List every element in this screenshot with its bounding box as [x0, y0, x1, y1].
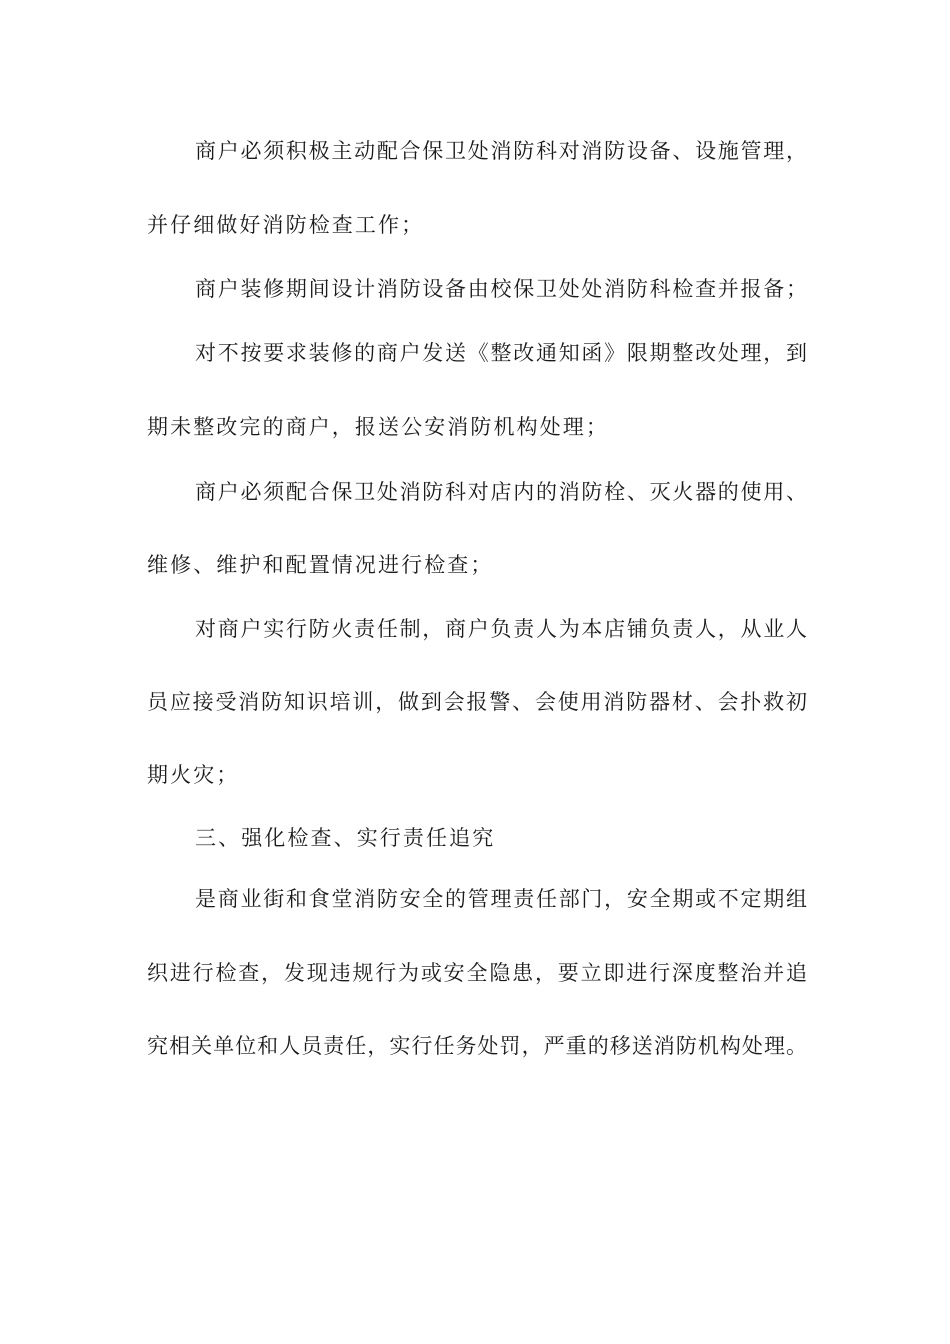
paragraph-line: 员应接受消防知识培训，做到会报警、会使用消防器材、会扑救初	[147, 690, 807, 714]
paragraph-line: 对商户实行防火责任制，商户负责人为本店铺负责人，从业人	[195, 617, 807, 641]
paragraph-line: 商户装修期间设计消防设备由校保卫处处消防科检查并报备；	[195, 277, 807, 301]
paragraph-line: 对不按要求装修的商户发送《整改通知函》限期整改处理，到	[195, 341, 807, 365]
paragraph-line: 并仔细做好消防检查工作；	[147, 213, 425, 237]
paragraph-line: 维修、维护和配置情况进行检查；	[147, 553, 494, 577]
paragraph-line: 期火灾；	[147, 763, 240, 787]
section-heading: 三、强化检查、实行责任追究	[195, 826, 496, 850]
paragraph-line: 是商业街和食堂消防安全的管理责任部门，安全期或不定期组	[195, 887, 807, 911]
paragraph-line: 究相关单位和人员责任，实行任务处罚，严重的移送消防机构处理。	[147, 1034, 807, 1058]
paragraph-line: 商户必须配合保卫处消防科对店内的消防栓、灭火器的使用、	[195, 480, 807, 504]
paragraph-line: 期未整改完的商户，报送公安消防机构处理；	[147, 415, 609, 439]
paragraph-line: 商户必须积极主动配合保卫处消防科对消防设备、设施管理，	[195, 139, 807, 163]
paragraph-line: 织进行检查，发现违规行为或安全隐患，要立即进行深度整治并追	[147, 961, 807, 985]
